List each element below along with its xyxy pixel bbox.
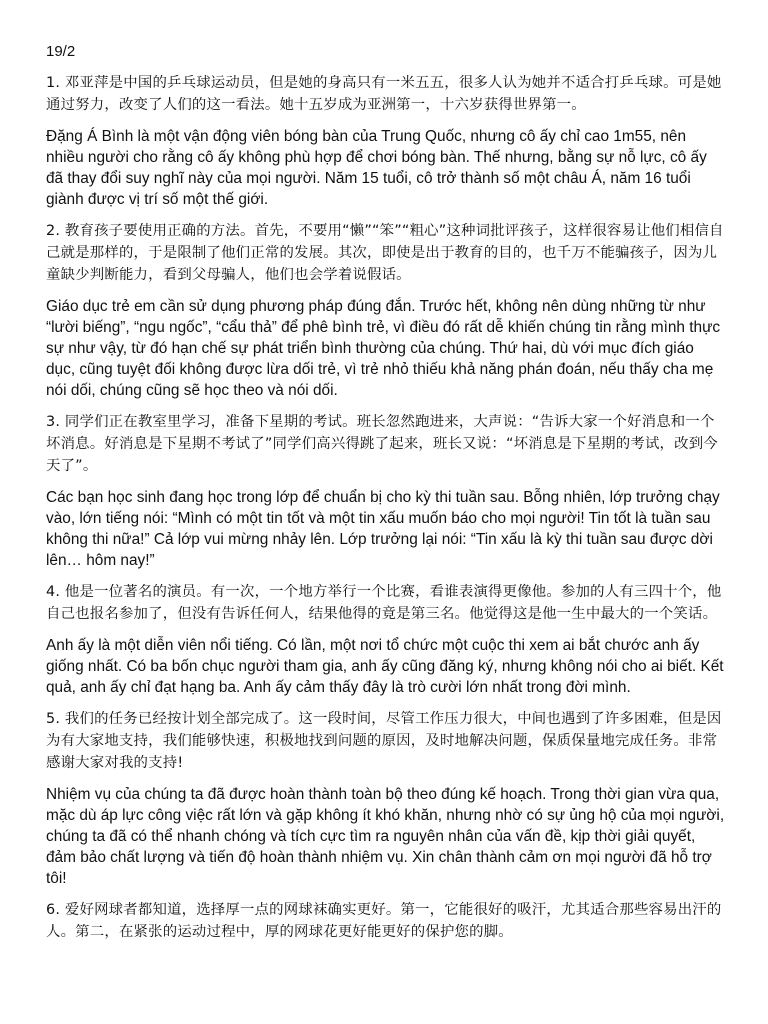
entry-1-chinese: 1. 邓亚萍是中国的乒乓球运动员，但是她的身高只有一米五五，很多人认为她并不适合打乒乓球。可是她通过努力，改变了人们的这一看法。她十五岁成为亚洲第一，十六岁获得世界第一。 [46, 75, 722, 113]
entry-5 [46, 708, 726, 889]
entry-4-chinese: 4. 他是一位著名的演员。有一次，一个地方举行一个比赛，看谁表演得更像他。参加的人有三四十个，他自己也报名参加了，但没有告诉任何人，结果他得的竟是第三名。他觉得这是他一生中最大的一个笑话。 [46, 584, 722, 622]
entry-3 [46, 411, 726, 571]
entry-4-vietnamese: Anh ấy là một diễn viên nổi tiếng. Có lần, một nơi tổ chức một cuộc thi xem ai bắt chước anh ấy giống nhất. Có ba bốn chục người tham gia, anh ấy cũng đăng ký, nhưng không nói cho ai biết. Kết quả, anh ấy chỉ đạt hạng ba. Anh ấy cảm thấy đây là trò cười lớn nhất trong đời mình. [46, 637, 724, 696]
entry-6-chinese: 6. 爱好网球者都知道，选择厚一点的网球袜确实更好。第一，它能很好的吸汗，尤其适合那些容易出汗的人。第二，在紧张的运动过程中，厚的网球花更好能更好的保护您的脚。 [46, 902, 722, 940]
entry-2-chinese: 2. 教育孩子要使用正确的方法。首先，不要用“懒”“笨”“粗心”这种词批评孩子，这样很容易让他们相信自己就是那样的，于是限制了他们正常的发展。其次，即使是出于教育的目的，也千万不能骗孩子，因为儿童缺少判断能力，看到父母骗人，他们也会学着说假话。 [46, 223, 724, 283]
entry-5-chinese: 5. 我们的任务已经按计划全部完成了。这一段时间，尽管工作压力很大，中间也遇到了许多困难，但是因为有大家地支持，我们能够快速，积极地找到问题的原因，及时地解决问题，保质保量地完成任务。非常感谢大家对我的支持! [46, 711, 722, 771]
entry-6 [46, 899, 726, 943]
entry-2-vietnamese: Giáo dục trẻ em cần sử dụng phương pháp đúng đắn. Trước hết, không nên dùng những từ như “lười biếng”, “ngu ngốc”, “cẩu thả” để phê bình trẻ, vì điều đó rất dễ khiến chúng tin rằng mình thực sự như vậy, từ đó hạn chế sự phát triển bình thường của chúng. Thứ hai, dù với mục đích giáo dục, cũng tuyệt đối không được lừa dối trẻ, vì trẻ nhỏ thiếu khả năng phán đoán, nếu thấy cha mẹ nói dối, chúng cũng sẽ học theo và nói dối. [46, 298, 721, 399]
entry-3-vietnamese: Các bạn học sinh đang học trong lớp để chuẩn bị cho kỳ thi tuần sau. Bỗng nhiên, lớp trưởng chạy vào, lớn tiếng nói: “Mình có một tin tốt và một tin xấu muốn báo cho mọi người! Tin tốt là tuần sau không thi nữa!” Cả lớp vui mừng nhảy lên. Lớp trưởng lại nói: “Tin xấu là kỳ thi tuần sau được dời lên… hôm nay!” [46, 489, 720, 569]
document-page [46, 42, 726, 953]
entry-1 [46, 72, 726, 210]
entry-2 [46, 220, 726, 401]
entry-1-vietnamese: Đặng Á Bình là một vận động viên bóng bàn của Trung Quốc, nhưng cô ấy chỉ cao 1m55, nên nhiều người cho rằng cô ấy không phù hợp để chơi bóng bàn. Thế nhưng, bằng sự nỗ lực, cô ấy đã thay đổi suy nghĩ này của mọi người. Năm 15 tuổi, cô trở thành số một châu Á, năm 16 tuổi giành được vị trí số một thế giới. [46, 128, 707, 208]
page-date: 19/2 [46, 43, 76, 60]
entry-4 [46, 581, 726, 698]
entry-3-chinese: 3. 同学们正在教室里学习，准备下星期的考试。班长忽然跑进来，大声说：“告诉大家一个好消息和一个坏消息。好消息是下星期不考试了”同学们高兴得跳了起来，班长又说：“坏消息是下星期的考试，改到今天了”。 [46, 414, 718, 474]
entry-5-vietnamese: Nhiệm vụ của chúng ta đã được hoàn thành toàn bộ theo đúng kế hoạch. Trong thời gian vừa qua, mặc dù áp lực công việc rất lớn và gặp không ít khó khăn, nhưng nhờ có sự ủng hộ của mọi người, chúng ta đã có thể nhanh chóng và tích cực tìm ra nguyên nhân của vấn đề, kịp thời giải quyết, đảm bảo chất lượng và tiến độ hoàn thành nhiệm vụ. Xin chân thành cảm ơn mọi người đã hỗ trợ tôi! [46, 786, 725, 887]
